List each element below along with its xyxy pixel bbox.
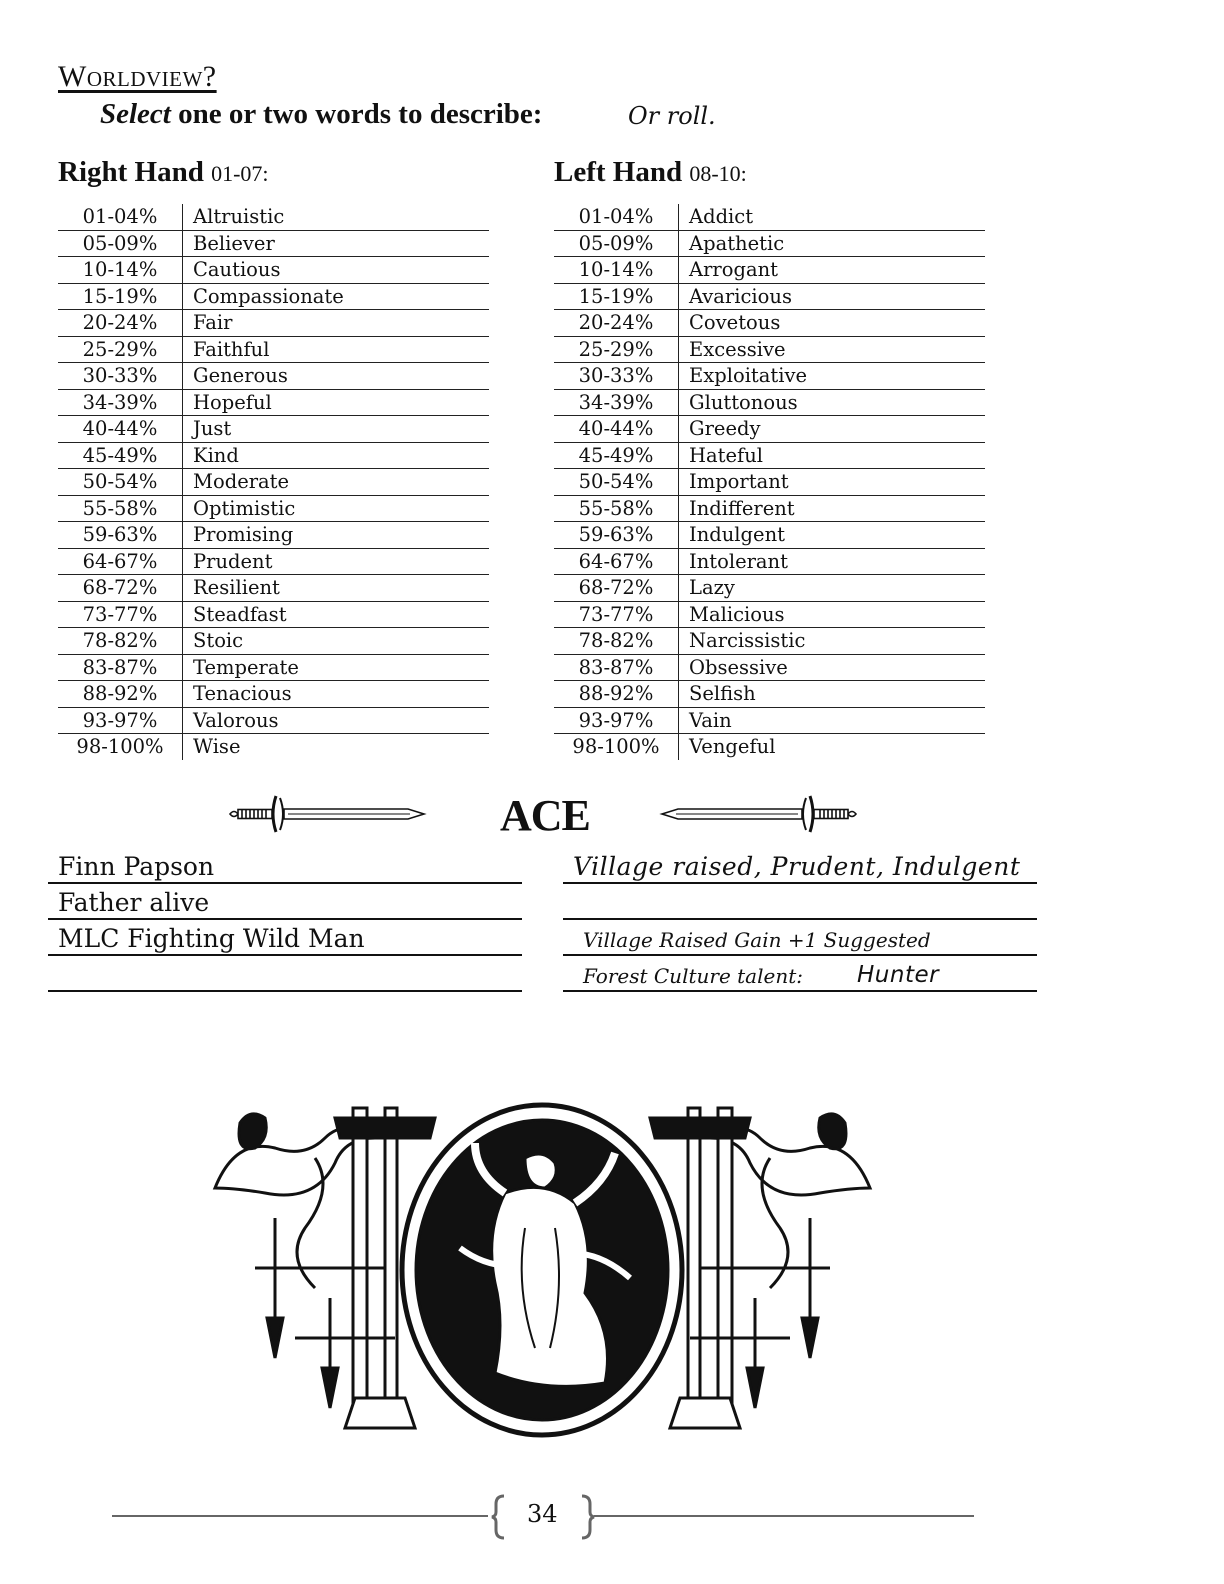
roll-range: 88-92% — [58, 681, 183, 708]
worldview-word[interactable]: Generous — [183, 363, 490, 390]
worldview-word[interactable]: Just — [183, 416, 490, 443]
table-row — [58, 310, 489, 337]
field-text: Father alive — [58, 888, 210, 917]
worldview-word[interactable]: Malicious — [679, 601, 986, 628]
table-row — [554, 495, 985, 522]
worldview-word[interactable]: Lazy — [679, 575, 986, 602]
roll-range: 30-33% — [554, 363, 679, 390]
worldview-word[interactable]: Exploitative — [679, 363, 986, 390]
roll-range: 93-97% — [58, 707, 183, 734]
table-row — [554, 601, 985, 628]
worldview-word[interactable]: Cautious — [183, 257, 490, 284]
worldview-word[interactable]: Compassionate — [183, 283, 490, 310]
roll-range: 55-58% — [554, 495, 679, 522]
roll-range: 83-87% — [58, 654, 183, 681]
table-row — [58, 575, 489, 602]
roll-range: 20-24% — [554, 310, 679, 337]
worldview-word[interactable]: Important — [679, 469, 986, 496]
roll-range: 59-63% — [554, 522, 679, 549]
table-row — [554, 442, 985, 469]
roll-range: 01-04% — [554, 204, 679, 230]
roll-range: 55-58% — [58, 495, 183, 522]
roll-range: 34-39% — [554, 389, 679, 416]
table-row — [58, 336, 489, 363]
worldview-word[interactable]: Excessive — [679, 336, 986, 363]
worldview-word[interactable]: Believer — [183, 230, 490, 257]
roll-range: 01-04% — [58, 204, 183, 230]
right-hand-range: 01-07: — [211, 161, 269, 186]
worldview-word[interactable]: Intolerant — [679, 548, 986, 575]
roll-range: 68-72% — [58, 575, 183, 602]
roll-range: 50-54% — [554, 469, 679, 496]
roll-range: 64-67% — [58, 548, 183, 575]
roll-range: 98-100% — [554, 734, 679, 760]
instruction-rest: one or two words to describe: — [178, 98, 543, 130]
worldview-word[interactable]: Wise — [193, 735, 241, 759]
worldview-word[interactable]: Optimistic — [183, 495, 490, 522]
table-row — [554, 522, 985, 549]
table-row — [58, 601, 489, 628]
worldview-word[interactable]: Indifferent — [679, 495, 986, 522]
roll-range: 64-67% — [554, 548, 679, 575]
table-row — [554, 707, 985, 734]
table-row — [58, 548, 489, 575]
table-row — [58, 442, 489, 469]
field-text: MLC Fighting Wild Man — [58, 924, 365, 953]
table-row — [554, 548, 985, 575]
worldview-word[interactable]: Promising — [183, 522, 490, 549]
table-row — [58, 681, 489, 708]
left-hand-heading — [554, 156, 747, 189]
table-row — [58, 283, 489, 310]
worldview-word[interactable]: Avaricious — [679, 283, 986, 310]
worldview-word[interactable]: Faithful — [183, 336, 490, 363]
table-row — [554, 681, 985, 708]
worldview-blank-field[interactable] — [563, 884, 1037, 920]
table-row — [554, 654, 985, 681]
instruction-select: Select — [100, 98, 171, 130]
worldview-word[interactable]: Apathetic — [679, 230, 986, 257]
worldview-word[interactable]: Prudent — [183, 548, 490, 575]
table-row — [554, 257, 985, 284]
worldview-word[interactable]: Valorous — [183, 707, 490, 734]
talent-value: Hunter — [857, 962, 940, 988]
table-row — [58, 469, 489, 496]
page-number: 34 — [527, 1500, 558, 1528]
village-note: Village Raised Gain +1 Suggested — [583, 928, 931, 952]
table-row — [554, 416, 985, 443]
handwritten-worldview: Village raised, Prudent, Indulgent — [573, 852, 1021, 881]
roll-range: 10-14% — [58, 257, 183, 284]
table-row — [554, 204, 985, 230]
footer-rule-left — [112, 1515, 488, 1517]
table-row — [58, 416, 489, 443]
field-text: Finn Papson — [58, 852, 215, 881]
right-hand-heading — [58, 156, 269, 189]
worldview-word[interactable]: Vain — [679, 707, 986, 734]
roll-range: 78-82% — [554, 628, 679, 655]
worldview-word[interactable]: Moderate — [183, 469, 490, 496]
left-hand-range: 08-10: — [689, 161, 747, 186]
worldview-word[interactable]: Gluttonous — [679, 389, 986, 416]
sword-icon — [658, 792, 858, 836]
table-row — [554, 575, 985, 602]
worldview-word[interactable]: Indulgent — [679, 522, 986, 549]
table-row — [58, 230, 489, 257]
sword-icon — [228, 792, 428, 836]
roll-range: 59-63% — [58, 522, 183, 549]
worldview-word[interactable]: Hateful — [679, 442, 986, 469]
table-row — [58, 707, 489, 734]
table-row — [554, 469, 985, 496]
roll-range: 15-19% — [554, 283, 679, 310]
worldview-word[interactable]: Arrogant — [679, 257, 986, 284]
roll-range: 73-77% — [58, 601, 183, 628]
roll-range: 05-09% — [554, 230, 679, 257]
right-hand-table — [58, 204, 489, 760]
worldview-word[interactable]: Resilient — [183, 575, 490, 602]
table-row — [554, 336, 985, 363]
table-row — [554, 283, 985, 310]
roll-range: 45-49% — [554, 442, 679, 469]
worldview-word[interactable]: Kind — [183, 442, 490, 469]
roll-range: 25-29% — [58, 336, 183, 363]
worldview-word[interactable]: Steadfast — [183, 601, 490, 628]
worldview-word[interactable]: Addict — [679, 204, 986, 230]
worldview-word[interactable]: Altruistic — [183, 204, 490, 230]
instruction-text — [100, 98, 542, 131]
table-row — [554, 310, 985, 337]
roll-range: 83-87% — [554, 654, 679, 681]
roll-range: 10-14% — [554, 257, 679, 284]
table-row — [58, 363, 489, 390]
roll-range: 88-92% — [554, 681, 679, 708]
table-row — [58, 495, 489, 522]
table-row — [58, 257, 489, 284]
worldview-word[interactable]: Temperate — [183, 654, 490, 681]
character-field-class[interactable] — [48, 920, 522, 956]
worldview-word[interactable]: Greedy — [679, 416, 986, 443]
roll-range: 93-97% — [554, 707, 679, 734]
left-hand-title: Left Hand — [554, 156, 683, 188]
talent-label: Forest Culture talent: — [583, 964, 803, 988]
talent-field[interactable] — [563, 956, 1037, 992]
worldview-word[interactable]: Vengeful — [689, 735, 776, 759]
footer-rule-right — [594, 1515, 974, 1517]
roll-range: 25-29% — [554, 336, 679, 363]
character-field-name[interactable] — [48, 848, 522, 884]
character-field-family[interactable] — [48, 884, 522, 920]
ornamental-emblem — [205, 1098, 880, 1443]
roll-range: 05-09% — [58, 230, 183, 257]
worldview-word[interactable]: Fair — [183, 310, 490, 337]
worldview-word[interactable]: Stoic — [183, 628, 490, 655]
or-roll-text: Or roll. — [628, 102, 716, 130]
table-row — [58, 628, 489, 655]
table-row — [554, 628, 985, 655]
table-row — [554, 734, 985, 760]
table-row — [58, 204, 489, 230]
ace-label: ACE — [500, 791, 590, 840]
right-hand-title: Right Hand — [58, 156, 204, 188]
table-row — [58, 654, 489, 681]
village-note-field — [563, 920, 1037, 956]
roll-range: 34-39% — [58, 389, 183, 416]
worldview-word[interactable]: Hopeful — [183, 389, 490, 416]
table-row — [554, 389, 985, 416]
worldview-word[interactable]: Narcissistic — [679, 628, 986, 655]
table-row — [58, 522, 489, 549]
roll-range: 78-82% — [58, 628, 183, 655]
roll-range: 98-100% — [58, 734, 183, 760]
table-row — [58, 389, 489, 416]
table-row — [554, 363, 985, 390]
worldview-word[interactable]: Obsessive — [679, 654, 986, 681]
roll-range: 45-49% — [58, 442, 183, 469]
roll-range: 40-44% — [554, 416, 679, 443]
worldview-answer-field[interactable] — [563, 848, 1037, 884]
roll-range: 68-72% — [554, 575, 679, 602]
roll-range: 50-54% — [58, 469, 183, 496]
table-row — [554, 230, 985, 257]
roll-range: 30-33% — [58, 363, 183, 390]
worldview-word[interactable]: Tenacious — [183, 681, 490, 708]
section-title: Worldview? — [58, 60, 217, 93]
table-row — [58, 734, 489, 760]
character-field-blank[interactable] — [48, 956, 522, 992]
roll-range: 20-24% — [58, 310, 183, 337]
roll-range: 73-77% — [554, 601, 679, 628]
left-hand-table — [554, 204, 985, 760]
roll-range: 40-44% — [58, 416, 183, 443]
worldview-word[interactable]: Covetous — [679, 310, 986, 337]
roll-range: 15-19% — [58, 283, 183, 310]
worldview-word[interactable]: Selfish — [679, 681, 986, 708]
